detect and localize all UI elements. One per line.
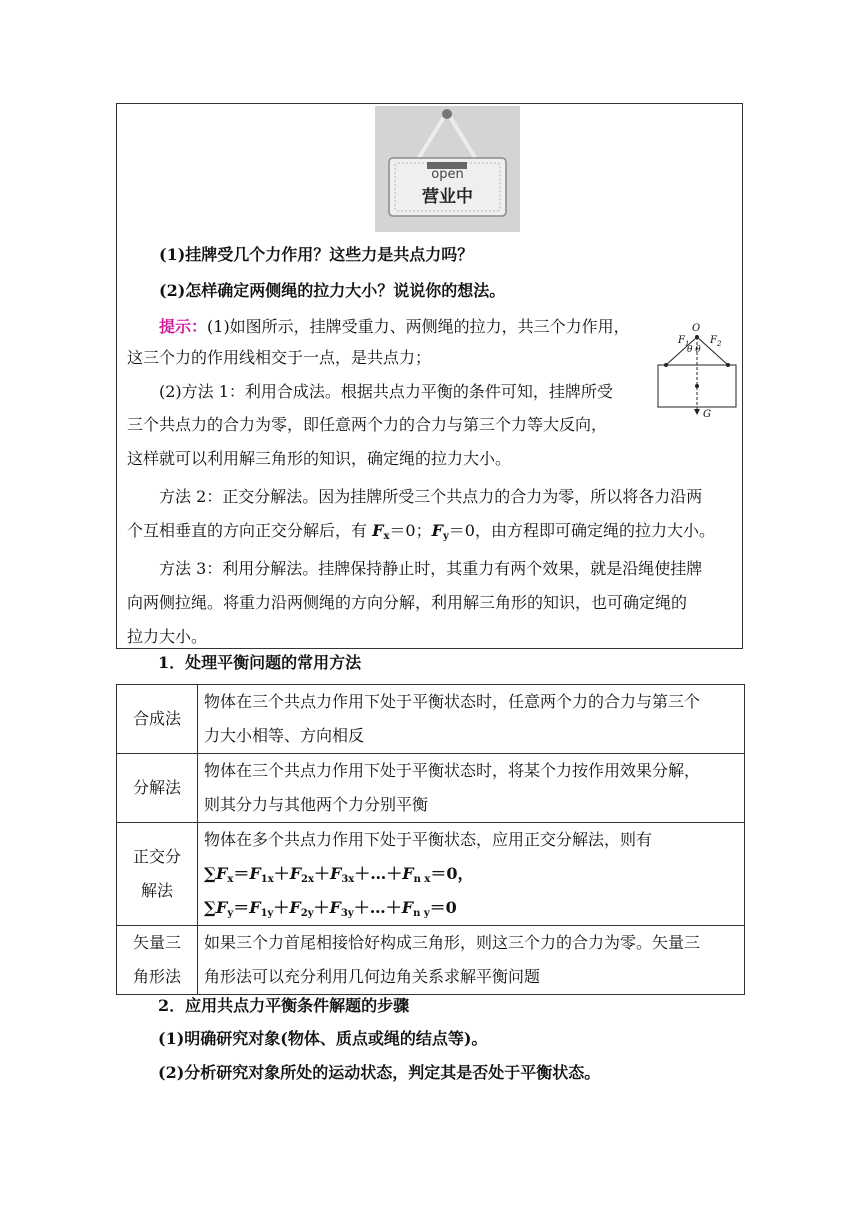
sign-text-open: open	[431, 167, 464, 182]
method-desc	[198, 926, 745, 995]
equation-x: $\sum F_x=F_{1x}+F_{2x}+F_{3x}+\dots+F_{n x}=0$，	[204, 864, 474, 885]
desc-line: 物体在多个共点力作用下处于平衡状态，应用正交分解法，则有	[204, 830, 653, 849]
table-row	[117, 926, 745, 995]
desc-line: 物体在三个共点力作用下处于平衡状态时，将某个力按作用效果分解，	[204, 761, 701, 780]
method2-eq2: ＝0，由方程即可确定绳的拉力大小。	[448, 521, 715, 540]
section2-title: 2．应用共点力平衡条件解题的步骤	[158, 996, 410, 1015]
method-name	[117, 926, 198, 995]
method-desc	[198, 823, 745, 926]
method-desc	[198, 685, 745, 754]
method-name-line: 解法	[140, 881, 173, 900]
method-name	[117, 823, 198, 926]
f1-symbol: F	[678, 335, 685, 346]
method-name: 合成法	[117, 685, 198, 754]
hint-p2-line1: (2)方法 1：利用合成法。根据共点力平衡的条件可知，挂牌所受	[159, 382, 613, 401]
sign-text-main: 营业中	[422, 187, 473, 207]
fx-symbol: F	[372, 521, 384, 540]
desc-line: 力大小相等、方向相反	[204, 726, 365, 745]
method2-eq1: ＝0；	[389, 521, 432, 540]
hint-p2-line2: 三个共点力的合力为零，即任意两个力的合力与第三个力等大反向，	[127, 415, 608, 434]
fy-sub: y	[442, 531, 449, 542]
method-name-line: 矢量三	[132, 933, 181, 952]
method3-line1: 方法 3：利用分解法。挂牌保持静止时，其重力有两个效果，就是沿绳使挂牌	[159, 559, 703, 578]
f1-sub: 1	[684, 340, 690, 348]
method-name-line: 角形法	[132, 967, 181, 986]
label-f2	[710, 335, 721, 346]
hint-p1-line1: (1)如图所示，挂牌受重力、两侧绳的拉力，共三个力作用，	[207, 317, 630, 336]
desc-line: 则其分力与其他两个力分别平衡	[204, 795, 429, 814]
method3-line2: 向两侧拉绳。将重力沿两侧绳的方向分解，利用解三角形的知识，也可确定绳的	[127, 593, 688, 612]
hint-p2-line3: 这样就可以利用解三角形的知识，确定绳的拉力大小。	[127, 449, 512, 468]
table-row	[117, 754, 745, 823]
hanging-sign-photo	[375, 106, 520, 232]
f2-symbol: F	[710, 335, 717, 346]
section2-step1: (1)明确研究对象(物体、质点或绳的结点等)。	[158, 1029, 488, 1048]
section2-step2: (2)分析研究对象所处的运动状态，判定其是否处于平衡状态。	[158, 1063, 601, 1082]
method-name: 分解法	[117, 754, 198, 823]
method2-line2	[127, 520, 715, 542]
section1-title: 1．处理平衡问题的常用方法	[158, 653, 362, 672]
method-name-line: 正交分	[132, 847, 181, 866]
hint-label: 提示：	[159, 317, 208, 336]
table-row	[117, 823, 745, 926]
method-desc	[198, 754, 745, 823]
force-diagram	[652, 309, 742, 423]
equation-y: $\sum F_y=F_{1y}+F_{2y}+F_{3y}+\dots+F_{n y}=0$	[204, 898, 457, 919]
methods-table	[116, 684, 745, 995]
method2-line1: 方法 2：正交分解法。因为挂牌所受三个共点力的合力为零，所以将各力沿两	[159, 487, 703, 506]
f2-sub: 2	[716, 340, 722, 348]
table-row	[117, 685, 745, 754]
method3-line3: 拉力大小。	[127, 627, 208, 646]
hint-line-1	[159, 316, 630, 338]
fy-symbol: F	[431, 521, 443, 540]
fx-sub: x	[383, 531, 390, 542]
label-theta: θ θ	[687, 345, 701, 355]
inquiry-box	[116, 103, 743, 649]
desc-line: 角形法可以充分利用几何边角关系求解平衡问题	[204, 967, 541, 986]
question-1: (1)挂牌受几个力作用？这些力是共点力吗？	[159, 245, 474, 264]
method2-text-a: 个互相垂直的方向正交分解后，有	[127, 521, 373, 540]
question-2: (2)怎样确定两侧绳的拉力大小？说说你的想法。	[159, 281, 506, 300]
desc-line: 物体在三个共点力作用下处于平衡状态时，任意两个力的合力与第三个	[204, 692, 701, 711]
desc-line: 如果三个力首尾相接恰好构成三角形，则这三个力的合力为零。矢量三	[204, 933, 701, 952]
label-g: G	[703, 409, 711, 420]
label-o: O	[692, 323, 701, 334]
hint-p1-line2: 这三个力的作用线相交于一点，是共点力；	[127, 348, 432, 367]
